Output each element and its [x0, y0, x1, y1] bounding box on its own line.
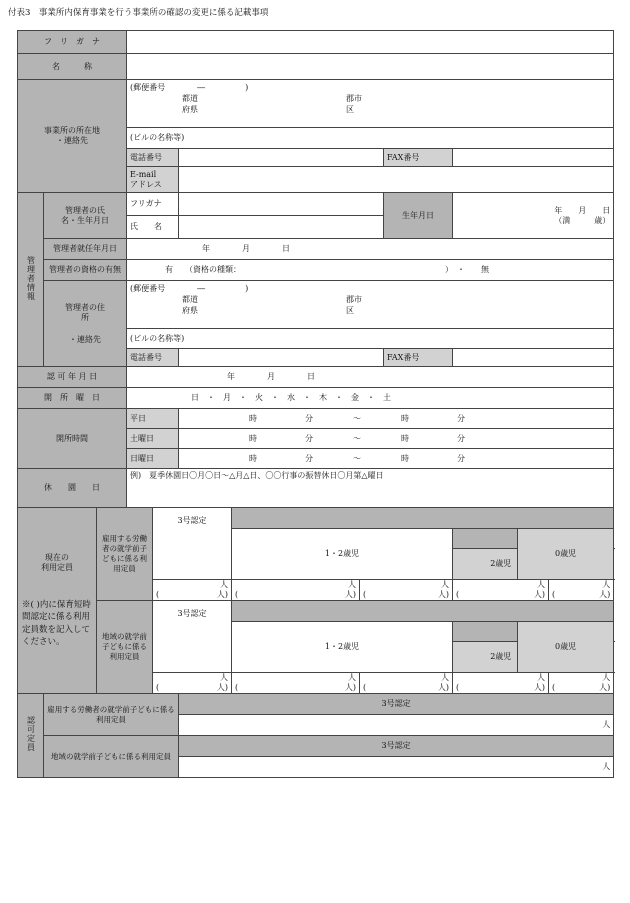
appr-emp-count[interactable]: 人 — [179, 715, 614, 736]
mgr-name-sub-label: 氏 名 — [127, 216, 179, 239]
local-cert3-header: 3号認定 — [153, 601, 232, 673]
local-age1-count[interactable]: 人 ( 人) — [453, 673, 549, 694]
saturday-hours-field[interactable]: 時 分 ～ 時 分 — [179, 429, 614, 449]
emp-age0-header: 0歳児 — [518, 529, 614, 580]
weekday-label: 平日 — [127, 409, 179, 429]
appr-local-label: 地域の就学前子どもに係る利用定員 — [44, 736, 179, 778]
local-capacity-label: 地域の就学前子どもに係る利用定員 — [97, 601, 153, 694]
building-field[interactable]: (ビルの名称等) — [127, 128, 614, 149]
furigana-label: フ リ ガ ナ — [18, 31, 127, 54]
local-header-fill — [453, 622, 518, 642]
mgr-furigana-label: フリガナ — [127, 193, 179, 216]
mgr-furigana-field[interactable] — [179, 193, 384, 216]
tel-label: 電話番号 — [127, 149, 179, 167]
approved-capacity-label: 認可定員 — [18, 694, 44, 778]
email-field[interactable] — [179, 167, 614, 193]
email-label: E-mail アドレス — [127, 167, 179, 193]
mgr-name-label: 管理者の氏 名・生年月日 — [44, 193, 127, 239]
local-age12-header: 1・2歳児 — [232, 622, 453, 673]
open-days-field[interactable]: 日 ・ 月 ・ 火 ・ 水 ・ 木 ・ 金 ・ 土 — [127, 388, 614, 409]
note-text: ※( )内に保育短時間認定に係る利用定員数を記入してください。 — [22, 599, 91, 647]
local-age2-count[interactable]: 人 ( 人) — [360, 673, 453, 694]
approval-date-label: 認 可 年 月 日 — [18, 367, 127, 388]
appr-local-count[interactable]: 人 — [179, 757, 614, 778]
local-age12-count[interactable]: 人 ( 人) — [232, 673, 360, 694]
form-title: 付表3 事業所内保育事業を行う事業所の確認の変更に係る記載事項 — [8, 8, 269, 18]
local-age2-header: 2歳児 — [453, 642, 549, 673]
mgr-address-field[interactable]: (郵便番号 ― ) 都道 府県 郡市 区 — [127, 281, 614, 329]
mgr-qual-label: 管理者の資格の有無 — [44, 260, 127, 281]
local-age0-header: 0歳児 — [518, 622, 614, 673]
form-table — [17, 30, 614, 778]
name-field[interactable] — [127, 54, 614, 80]
mgr-tel-label: 電話番号 — [127, 349, 179, 367]
emp-cert3-header: 3号認定 — [153, 508, 232, 580]
local-cert3-count[interactable]: 人 ( 人) — [153, 673, 232, 694]
birth-field[interactable]: 年 月 日 （満 歳） — [453, 193, 614, 239]
tel-field[interactable] — [179, 149, 384, 167]
closed-days-field[interactable]: 例) 夏季休園日〇月〇日～△月△日、〇〇行事の振替休日〇月第△曜日 — [127, 469, 614, 508]
emp-age0-count[interactable]: 人 ( 人) — [549, 580, 614, 601]
fax-label: FAX番号 — [384, 149, 453, 167]
mgr-start-field[interactable]: 年 月 日 — [127, 239, 614, 260]
name-label: 名 称 — [18, 54, 127, 80]
emp-age1-count[interactable]: 人 ( 人) — [453, 580, 549, 601]
mgr-fax-label: FAX番号 — [384, 349, 453, 367]
open-days-label: 開 所 曜 日 — [18, 388, 127, 409]
emp-age12-count[interactable]: 人 ( 人) — [232, 580, 360, 601]
saturday-label: 土曜日 — [127, 429, 179, 449]
address-field[interactable]: (郵便番号 ― ) 都道 府県 郡市 区 — [127, 80, 614, 128]
emp-age2-count[interactable]: 人 ( 人) — [360, 580, 453, 601]
appr-emp-cert3-header: 3号認定 — [179, 694, 614, 715]
closed-days-label: 休 園 日 — [18, 469, 127, 508]
mgr-start-label: 管理者就任年月日 — [44, 239, 127, 260]
mgr-tel-field[interactable] — [179, 349, 384, 367]
emp-cert3-count[interactable]: 人 ( 人) — [153, 580, 232, 601]
manager-section-label: 管理者情報 — [18, 193, 44, 367]
emp-header-fill — [453, 529, 518, 549]
mgr-addr-label: 管理者の住 所 ・連絡先 — [44, 281, 127, 367]
mgr-fax-field[interactable] — [453, 349, 614, 367]
emp-age2-header: 2歳児 — [453, 549, 549, 580]
appr-local-cert3-header: 3号認定 — [179, 736, 614, 757]
furigana-field[interactable] — [127, 31, 614, 54]
location-label: 事業所の所在地 ・連絡先 — [18, 80, 127, 193]
sunday-hours-field[interactable]: 時 分 ～ 時 分 — [179, 449, 614, 469]
open-hours-label: 開所時間 — [18, 409, 127, 469]
emp-header-bar — [232, 508, 614, 529]
sunday-label: 日曜日 — [127, 449, 179, 469]
emp-age12-header: 1・2歳児 — [232, 529, 453, 580]
birth-label: 生年月日 — [384, 193, 453, 239]
mgr-building-field[interactable]: (ビルの名称等) — [127, 329, 614, 349]
current-capacity-label: 現在の 利用定員 ※( )内に保育短時間認定に係る利用定員数を記入してください。 — [18, 508, 97, 694]
local-age0-count[interactable]: 人 ( 人) — [549, 673, 614, 694]
appr-emp-label: 雇用する労働者の就学前子どもに係る利用定員 — [44, 694, 179, 736]
local-header-bar — [232, 601, 614, 622]
fax-field[interactable] — [453, 149, 614, 167]
weekday-hours-field[interactable]: 時 分 ～ 時 分 — [179, 409, 614, 429]
mgr-qual-field[interactable]: 有 （資格の種類： ） ・ 無 — [127, 260, 614, 281]
mgr-name-field[interactable] — [179, 216, 384, 239]
approval-date-field[interactable]: 年 月 日 — [127, 367, 614, 388]
emp-capacity-label: 雇用する労働者の就学前子どもに係る利用定員 — [97, 508, 153, 601]
